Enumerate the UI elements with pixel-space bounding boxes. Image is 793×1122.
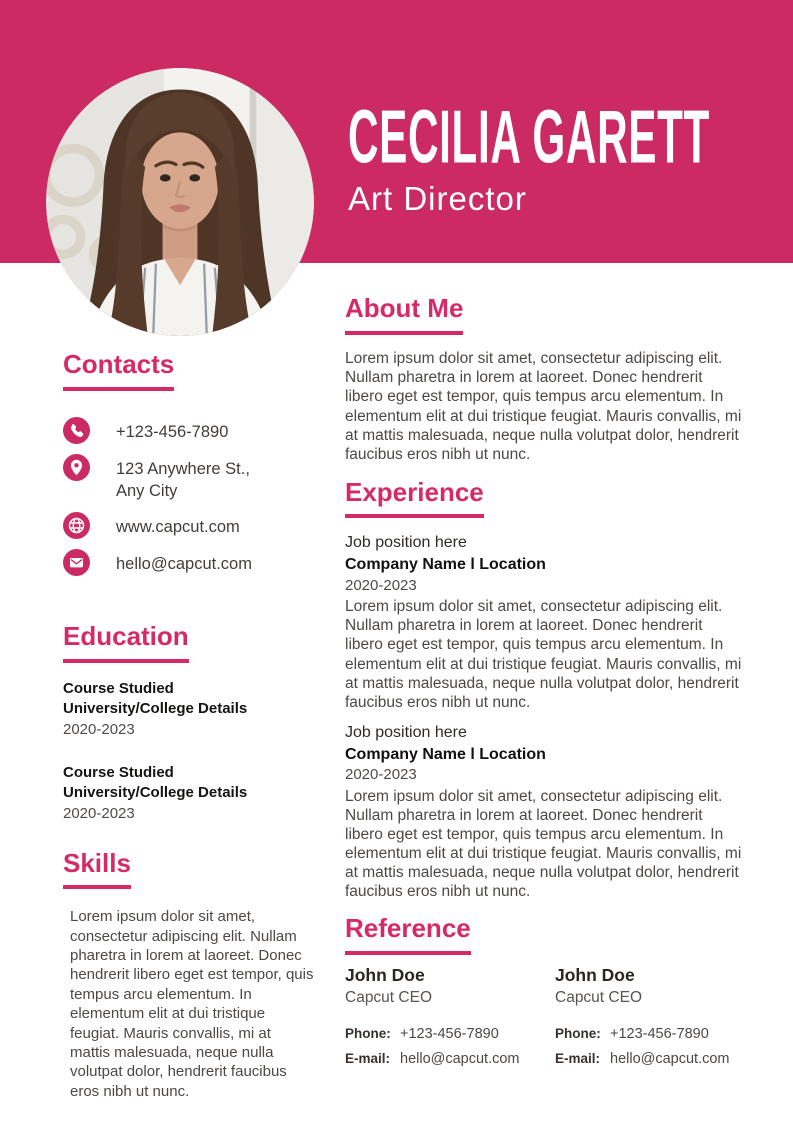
reference-email: hello@capcut.com	[400, 1051, 520, 1068]
email-label: E-mail:	[555, 1051, 601, 1067]
reference-email: hello@capcut.com	[610, 1051, 730, 1068]
experience-description: Lorem ipsum dolor sit amet, consectetur adipiscing elit. Nullam pharetra in lorem at laoreet. Donec hendrerit libero eget est tempor, quis tempus arcu elementum. In elementum elit at dui tristique feugiat. Mauris convallis, mi at mattis malesuada, neque nulla volutpat dolor, hendrerit faucibus eros nibh ut nunc.	[345, 787, 742, 900]
location-icon	[63, 454, 90, 481]
contact-website: www.capcut.com	[116, 518, 240, 537]
contact-email: hello@capcut.com	[116, 555, 252, 574]
sidebar	[63, 350, 315, 1101]
reference-entry	[345, 965, 555, 1072]
education-years: 2020-2023	[63, 805, 135, 823]
education-course: Course Studied	[63, 679, 174, 697]
reference-role: Capcut CEO	[555, 989, 643, 1007]
education-school: University/College Details	[63, 784, 248, 802]
reference-email-row	[555, 1047, 765, 1072]
reference-phone-row	[345, 1022, 555, 1047]
reference-grid	[345, 965, 743, 1072]
contact-address-row	[63, 454, 315, 503]
experience-company: Company Name l Location	[345, 745, 546, 763]
job-title: Art Director	[348, 180, 527, 217]
skills-heading: Skills	[63, 849, 131, 890]
contact-phone: +123-456-7890	[116, 422, 229, 441]
portrait-photo	[46, 68, 314, 336]
education-years: 2020-2023	[63, 721, 135, 739]
contact-address	[116, 454, 250, 503]
experience-entry	[345, 533, 743, 711]
phone-label: Phone:	[555, 1026, 601, 1042]
reference-phone: +123-456-7890	[400, 1026, 499, 1043]
reference-heading: Reference	[345, 914, 471, 955]
experience-position: Job position here	[345, 534, 467, 552]
address-line-1: 123 Anywhere St.,	[116, 459, 250, 478]
experience-years: 2020-2023	[345, 576, 417, 594]
contact-phone-row	[63, 417, 315, 444]
reference-name: John Doe	[555, 964, 635, 985]
education-course: Course Studied	[63, 763, 174, 781]
contact-list	[63, 417, 315, 577]
reference-phone: +123-456-7890	[610, 1026, 709, 1043]
education-school: University/College Details	[63, 700, 248, 718]
experience-position: Job position here	[345, 723, 467, 741]
reference-email-row	[345, 1047, 555, 1072]
reference-role: Capcut CEO	[345, 989, 433, 1007]
education-entry	[63, 679, 315, 741]
experience-description: Lorem ipsum dolor sit amet, consectetur adipiscing elit. Nullam pharetra in lorem at laoreet. Donec hendrerit libero eget est tempor, quis tempus arcu elementum. In elementum elit at dui tristique feugiat. Mauris convallis, mi at mattis malesuada, neque nulla volutpat dolor, hendrerit faucibus eros nibh ut nunc.	[345, 598, 742, 711]
education-heading: Education	[63, 622, 189, 663]
reference-entry	[555, 965, 765, 1072]
experience-heading: Experience	[345, 478, 484, 519]
contact-website-row	[63, 512, 315, 539]
main-content	[345, 294, 743, 1072]
address-line-2: Any City	[116, 481, 178, 500]
email-icon	[63, 549, 90, 576]
about-me-heading: About Me	[345, 294, 463, 335]
experience-company: Company Name l Location	[345, 556, 546, 574]
experience-entry	[345, 723, 743, 901]
phone-icon	[63, 417, 90, 444]
reference-contacts	[345, 1022, 555, 1071]
avatar	[46, 68, 314, 336]
education-entry	[63, 763, 315, 825]
about-me-text: Lorem ipsum dolor sit amet, consectetur adipiscing elit. Nullam pharetra in lorem at laoreet. Donec hendrerit libero eget est tempor, quis tempus arcu elementum. In elementum elit at dui tristique feugiat. Mauris convallis, mi at mattis malesuada, neque nulla volutpat dolor, hendrerit faucibus eros nibh ut nunc.	[345, 349, 742, 464]
skills-text: Lorem ipsum dolor sit amet, consectetur adipiscing elit. Nullam pharetra in lorem at laoreet. Donec hendrerit libero eget est tempor, quis tempus arcu elementum. In elementum elit at dui tristique feugiat. Mauris convallis, mi at mattis malesuada, neque nulla volutpat dolor, hendrerit faucibus eros nibh ut nunc.	[70, 908, 314, 1100]
reference-name: John Doe	[345, 964, 425, 985]
reference-phone-row	[555, 1022, 765, 1047]
experience-years: 2020-2023	[345, 766, 417, 784]
page-title: CECILIA GARETT	[348, 94, 711, 180]
globe-icon	[63, 512, 90, 539]
reference-contacts	[555, 1022, 765, 1071]
contacts-heading: Contacts	[63, 350, 174, 391]
email-label: E-mail:	[345, 1051, 391, 1067]
phone-label: Phone:	[345, 1026, 391, 1042]
contact-email-row	[63, 549, 315, 576]
